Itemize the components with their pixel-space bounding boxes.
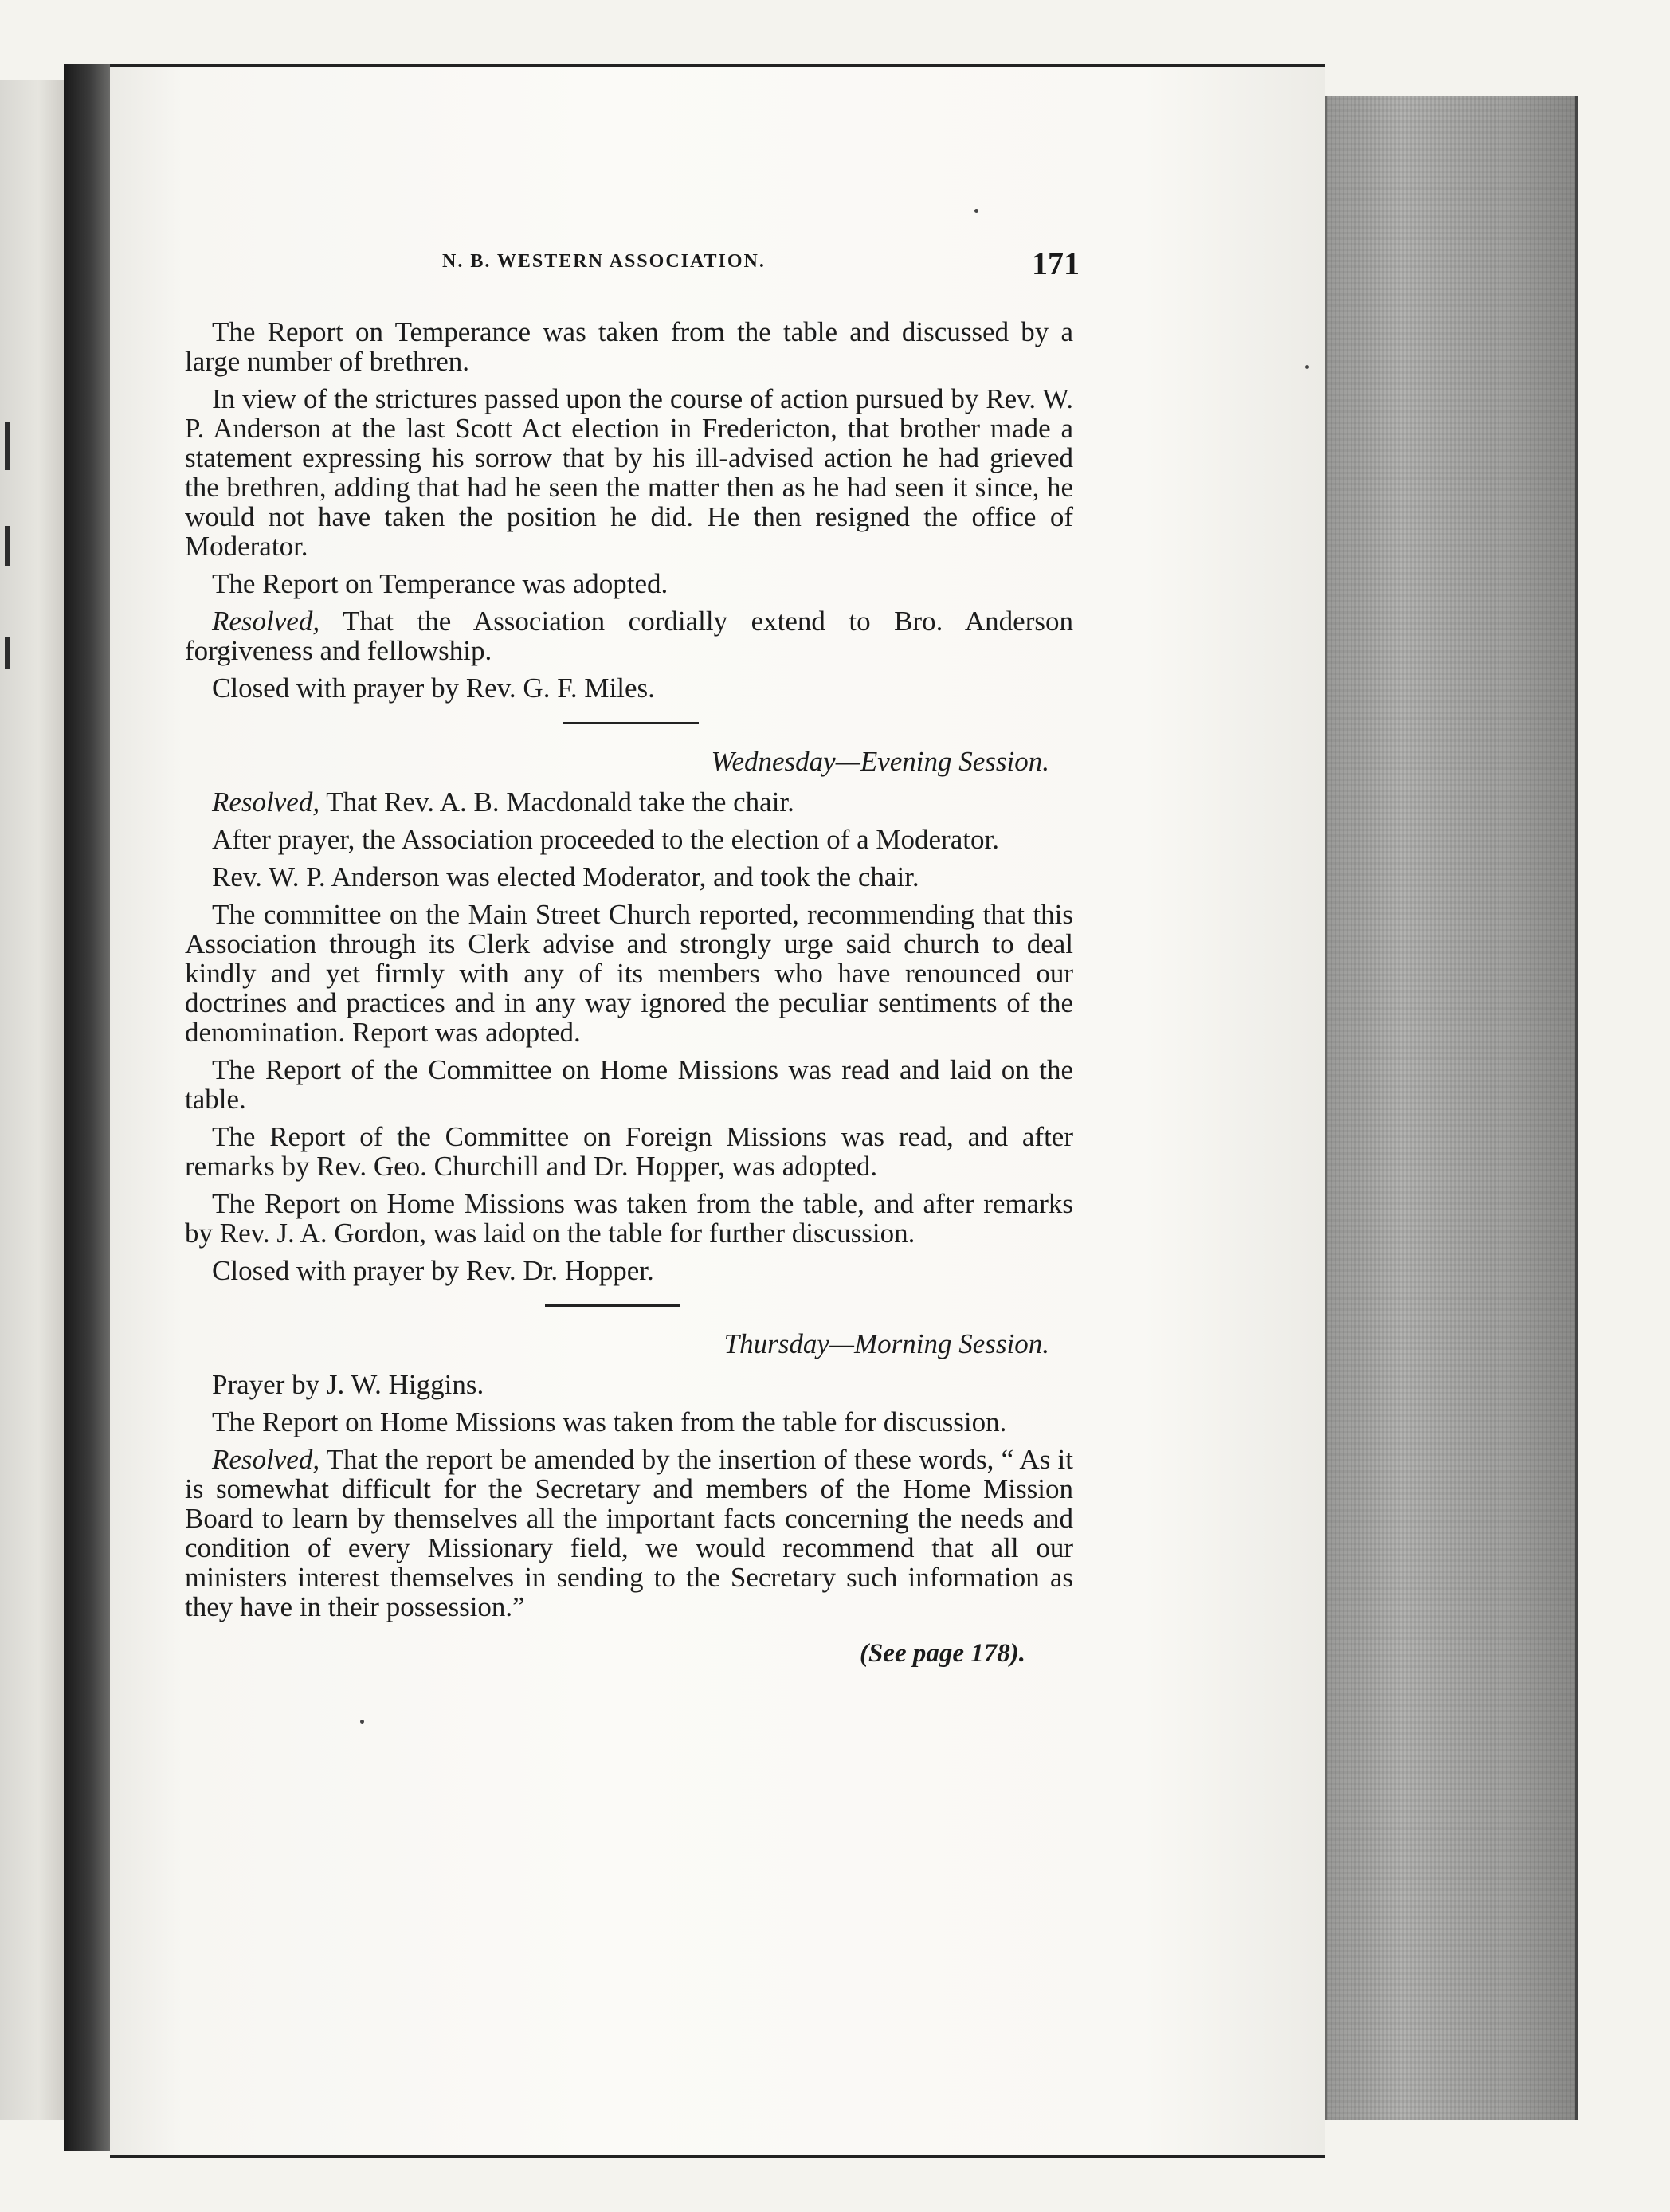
paragraph: The Report on Temperance was taken from the table and discussed by a large number of brethren. <box>185 316 1073 377</box>
margin-mark <box>5 637 10 669</box>
running-head: N. B. WESTERN ASSOCIATION. <box>442 251 766 272</box>
page-block-edges <box>1325 96 1578 2120</box>
margin-mark <box>5 422 10 470</box>
section-rule <box>545 1304 680 1307</box>
paragraph-text: That Rev. A. B. Macdonald take the chair. <box>319 786 794 818</box>
resolved-label: Resolved, <box>212 606 320 637</box>
paragraph: Closed with prayer by Rev. Dr. Hopper. <box>212 1255 654 1286</box>
resolved-label: Resolved, <box>212 786 320 818</box>
body-text <box>185 317 1073 1669</box>
ink-speck <box>360 1720 364 1724</box>
paragraph: The Report on Home Missions was taken from the table for discussion. <box>212 1406 1007 1437</box>
paragraph: The Report of the Committee on Foreign Missions was read, and after remarks by Rev. Geo. Churchill and Dr. Hopper, was adopted. <box>185 1121 1073 1182</box>
paragraph: The Report on Temperance was adopted. <box>212 568 668 599</box>
paragraph: Prayer by J. W. Higgins. <box>212 1369 484 1400</box>
ink-speck <box>974 209 978 213</box>
margin-mark <box>5 526 10 566</box>
page-number: 171 <box>1032 245 1080 281</box>
paragraph: After prayer, the Association proceeded to the election of a Moderator. <box>212 824 999 855</box>
paragraph: The Report on Home Missions was taken from the table, and after remarks by Rev. J. A. Gordon, was laid on the table for further discussion. <box>185 1188 1073 1249</box>
paragraph <box>185 787 1073 817</box>
ink-speck <box>1305 365 1309 369</box>
paragraph-text: That the report be amended by the insertion of these words, “ As it is somewhat difficult for the Secretary and members of the Home Mission Board to learn by themselves all the important facts concerning the needs and condition of every Missionary field, we would recommend that all our ministers interest themselves in sending to the Secretary such information as they have in their possession.” <box>185 1444 1073 1622</box>
section-rule <box>563 722 699 724</box>
page-cross-reference: (See page 178). <box>859 1639 1025 1668</box>
paragraph: The Report of the Committee on Home Missions was read and laid on the table. <box>185 1054 1073 1115</box>
session-heading: Thursday—Morning Session. <box>723 1328 1049 1359</box>
session-heading: Wednesday—Evening Session. <box>711 746 1049 777</box>
paragraph <box>185 1445 1073 1622</box>
page-header <box>442 245 1080 281</box>
paragraph: The committee on the Main Street Church reported, recommending that this Association through its Clerk advise and strongly urge said church to deal kindly and yet firmly with any of its members who have renounced our doctrines and practices and in any way ignored the peculiar sentiments of the denomination. Report was adopted. <box>185 899 1073 1048</box>
paragraph <box>185 606 1073 665</box>
paragraph-text: That the Association cordially extend to Bro. Anderson forgiveness and fellowship. <box>185 606 1073 666</box>
paragraph: Closed with prayer by Rev. G. F. Miles. <box>212 673 655 704</box>
paragraph: Rev. W. P. Anderson was elected Moderator, and took the chair. <box>212 861 919 892</box>
previous-page-edge <box>0 80 66 2120</box>
resolved-label: Resolved, <box>212 1444 320 1475</box>
book-gutter <box>64 64 110 2151</box>
paragraph: In view of the strictures passed upon the course of action pursued by Rev. W. P. Anderson at the last Scott Act election in Fredericton, that brother made a statement expressing his sorrow that by his ill-advised action he had grieved the brethren, adding that had he seen the matter then as he had seen it since, he would not have taken the position he did. He then resigned the office of Moderator. <box>185 383 1073 562</box>
